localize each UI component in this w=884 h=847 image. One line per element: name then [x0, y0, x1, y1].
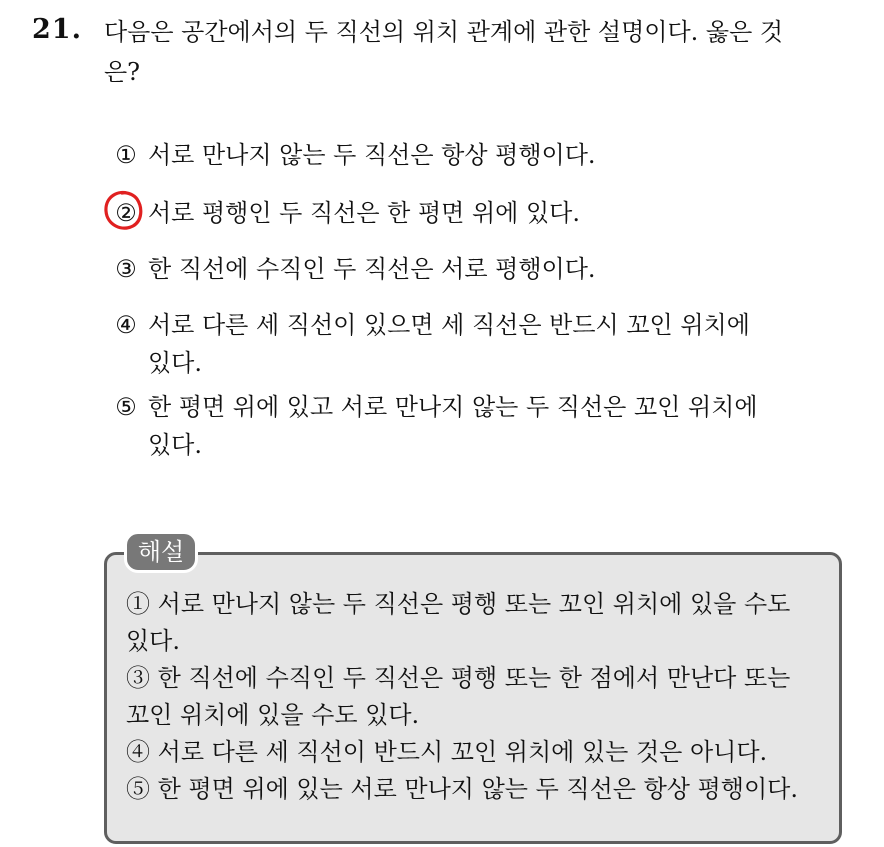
- question-stem-line: 은?: [104, 58, 141, 86]
- explanation-tag: 해설: [124, 531, 198, 573]
- choice-number: ①: [115, 141, 137, 169]
- choice-5[interactable]: [110, 388, 830, 464]
- explanation-line: ① 서로 만나지 않는 두 직선은 평행 또는 꼬인 위치에 있을 수도: [126, 590, 791, 618]
- choice-text-line: 서로 다른 세 직선이 있으면 세 직선은 반드시 꼬인 위치에: [148, 311, 750, 339]
- explanation-line: ④ 서로 다른 세 직선이 반드시 꼬인 위치에 있는 것은 아니다.: [126, 738, 768, 766]
- choice-number: ④: [115, 311, 137, 339]
- choice-text: 서로 만나지 않는 두 직선은 항상 평행이다.: [148, 141, 596, 169]
- explanation-line: 있다.: [126, 627, 180, 655]
- question-stem: [104, 12, 864, 92]
- choice-text-line: 있다.: [148, 349, 202, 377]
- explanation-body: [126, 586, 836, 808]
- choice-1[interactable]: [110, 136, 830, 174]
- choice-text: 한 직선에 수직인 두 직선은 서로 평행이다.: [148, 255, 596, 283]
- choice-2[interactable]: [110, 194, 830, 232]
- question-stem-line: 다음은 공간에서의 두 직선의 위치 관계에 관한 설명이다. 옳은 것: [104, 18, 784, 46]
- choice-number: ⑤: [115, 393, 137, 421]
- choice-4[interactable]: [110, 306, 830, 382]
- choice-3[interactable]: [110, 250, 830, 288]
- choice-number: ②: [115, 199, 137, 227]
- explanation-line: ⑤ 한 평면 위에 있는 서로 만나지 않는 두 직선은 항상 평행이다.: [126, 775, 798, 803]
- choice-text-line: 한 평면 위에 있고 서로 만나지 않는 두 직선은 꼬인 위치에: [148, 393, 758, 421]
- choice-number: ③: [115, 255, 137, 283]
- explanation-line: 꼬인 위치에 있을 수도 있다.: [126, 701, 420, 729]
- explanation-line: ③ 한 직선에 수직인 두 직선은 평행 또는 한 점에서 만난다 또는: [126, 664, 791, 692]
- choice-list: [110, 136, 830, 464]
- choice-text: 서로 평행인 두 직선은 한 평면 위에 있다.: [148, 199, 580, 227]
- question-number: 21.: [32, 14, 82, 45]
- choice-text-line: 있다.: [148, 431, 202, 459]
